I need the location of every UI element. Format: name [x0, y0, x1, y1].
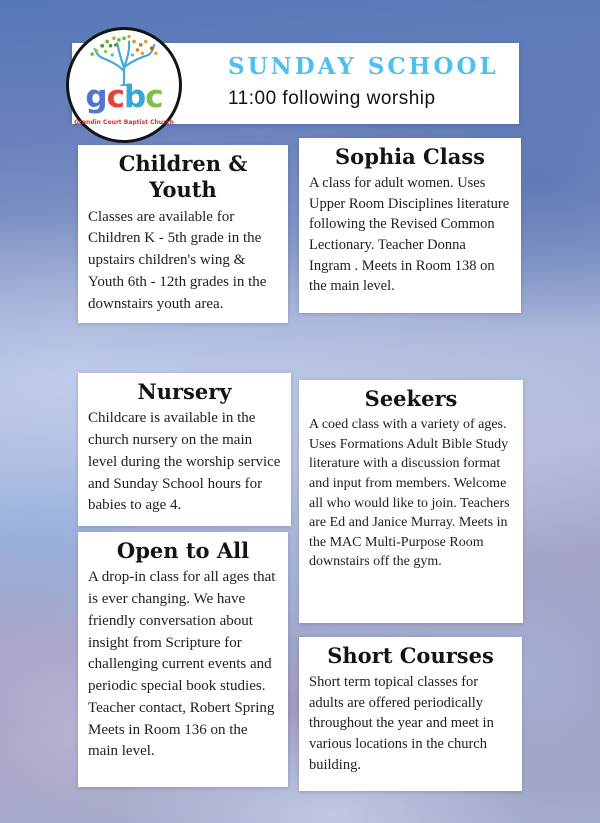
card-title: Seekers	[364, 386, 458, 411]
logo-letter: c	[106, 79, 124, 115]
card-open-to-all	[78, 532, 288, 787]
card-body-text: Childcare is available in the church nursery on the main level during the worship service and Sunday School hours for babies to age 4.	[88, 410, 281, 514]
card-body-text: A class for adult women. Uses Upper Room Disciplines literature following the Revised Common Lectionary. Teacher Donna Ingram . Meets in Room 138 on the main level.	[309, 175, 510, 295]
card-body-text: A drop-in class for all ages that is ever changing. We have friendly conversation about insight from Scripture for challenging current events and periodic special book studies. Teacher contact, Robert Spring Meets in Room 136 on the main level.	[88, 569, 276, 760]
card-title: Children & Youth	[118, 151, 248, 203]
card-title: Nursery	[137, 379, 232, 404]
card-seekers	[299, 380, 523, 623]
card-body-text: A coed class with a variety of ages. Uses Formations Adult Bible Study literature with a discussion format and input from members. Welcome all who would like to join. Teachers are Ed and Janice Murray. Meets in the MAC Multi-Purpose Room downstairs off the gym.	[309, 417, 510, 570]
header-content	[228, 54, 499, 110]
church-logo	[66, 27, 182, 143]
card-title: Open to All	[116, 538, 250, 563]
card-title: Sophia Class	[335, 144, 485, 169]
card-body-text: Short term topical classes for adults are offered periodically throughout the year and meet in various locations in the church building.	[309, 674, 494, 773]
logo-letter: b	[124, 79, 146, 115]
logo-acronym	[69, 80, 179, 114]
logo-letter: c	[145, 79, 163, 115]
card-children-youth	[78, 145, 288, 323]
tree-leaves	[90, 35, 157, 57]
card-body-text: Classes are available for Children K - 5th grade in the upstairs children's wing & Youth 6th - 12th grades in the downstairs youth area.	[88, 208, 267, 312]
card-nursery	[78, 373, 291, 526]
logo-church-name: Grandin Court Baptist Church	[74, 119, 174, 126]
page-title: SUNDAY SCHOOL	[228, 53, 499, 80]
page-subtitle: 11:00 following worship	[228, 88, 436, 110]
card-short-courses	[299, 637, 522, 791]
card-sophia-class	[299, 138, 521, 313]
logo-letter: g	[85, 79, 107, 115]
card-title: Short Courses	[327, 643, 494, 668]
